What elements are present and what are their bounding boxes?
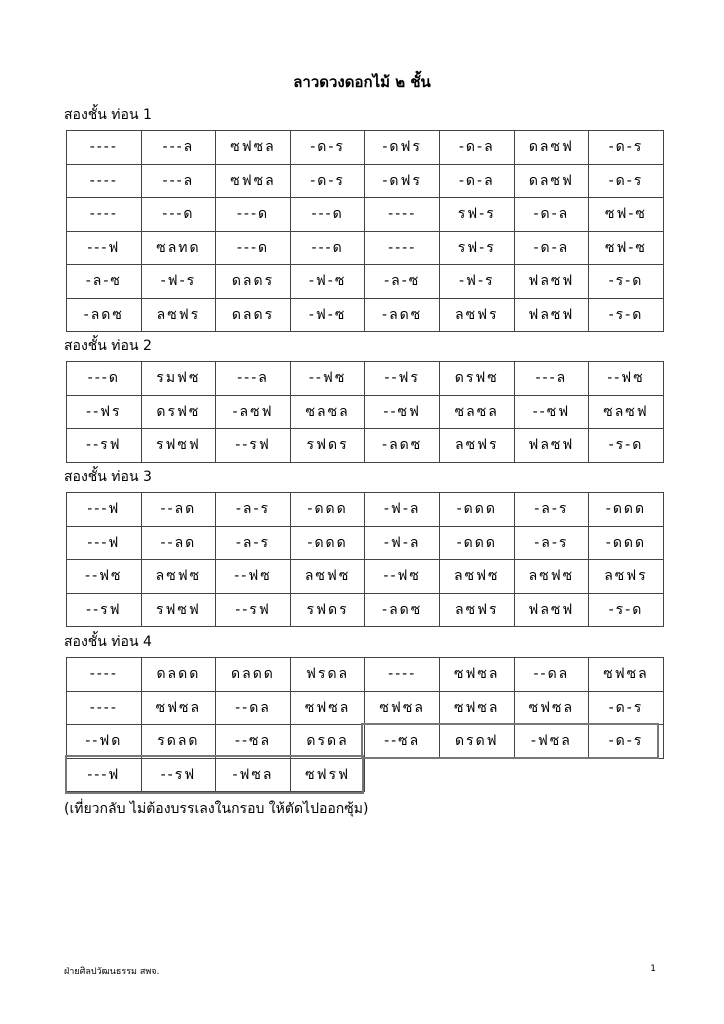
notation-cell: ---ด	[216, 231, 291, 265]
notation-cell: ----	[67, 198, 142, 232]
notation-cell: ---ล	[216, 362, 291, 396]
notation-cell: -ด-ร	[589, 725, 664, 759]
notation-row	[67, 164, 664, 198]
notation-cell: -ดฟร	[365, 164, 440, 198]
notation-cell: -ร-ด	[589, 298, 664, 332]
notation-cell: ฟลซฟ	[514, 265, 589, 299]
notation-cell: ซฟซล	[216, 131, 291, 165]
notation-cell: -ฟ-ล	[365, 526, 440, 560]
notation-row	[67, 658, 664, 692]
notation-cell: --รฟ	[67, 429, 142, 463]
notation-cell: ---ฟ	[67, 231, 142, 265]
notation-cell: ----	[365, 198, 440, 232]
notation-cell: -ลดซ	[67, 298, 142, 332]
notation-cell: รดลด	[141, 725, 216, 759]
notation-cell: ลซฟซ	[514, 560, 589, 594]
notation-cell: -ฟ-ซ	[290, 265, 365, 299]
notation-cell: -ดดด	[290, 526, 365, 560]
notation-cell: ซฟซล	[365, 691, 440, 725]
notation-cell: --ดล	[216, 691, 291, 725]
notation-cell: -ฟซล	[514, 725, 589, 759]
notation-cell: ----	[365, 658, 440, 692]
notation-cell: --ซฟ	[365, 395, 440, 429]
notation-cell: ซฟซล	[141, 691, 216, 725]
notation-row	[67, 725, 664, 759]
notation-cell: -ด-ร	[290, 131, 365, 165]
notation-cell: รฟ-ร	[439, 231, 514, 265]
section-label-4: สองชั้น ท่อน 4	[64, 634, 152, 650]
notation-table-4	[66, 657, 664, 792]
notation-cell: -ดดด	[589, 493, 664, 527]
notation-cell: ---ด	[290, 198, 365, 232]
notation-cell: ดรฟซ	[439, 362, 514, 396]
notation-cell: ลซฟร	[589, 560, 664, 594]
notation-cell: ซฟซล	[439, 691, 514, 725]
section-label-3: สองชั้น ท่อน 3	[64, 469, 152, 485]
notation-cell: --รฟ	[67, 593, 142, 627]
notation-cell: ดลดด	[216, 658, 291, 692]
notation-row	[67, 362, 664, 396]
notation-table-2	[66, 361, 664, 463]
notation-row	[67, 691, 664, 725]
notation-cell: -ลซฟ	[216, 395, 291, 429]
notation-row	[67, 395, 664, 429]
notation-cell: รฟดร	[290, 593, 365, 627]
notation-cell: -ลดซ	[365, 429, 440, 463]
notation-row	[67, 493, 664, 527]
notation-cell: --ซฟ	[514, 395, 589, 429]
notation-cell: -ร-ด	[589, 265, 664, 299]
notation-row	[67, 593, 664, 627]
notation-cell: -ล-ร	[216, 526, 291, 560]
notation-cell: ---ฟ	[67, 526, 142, 560]
notation-cell: ฟลซฟ	[514, 593, 589, 627]
notation-cell: ดลดด	[141, 658, 216, 692]
notation-cell: ----	[67, 691, 142, 725]
section-label-1: สองชั้น ท่อน 1	[64, 107, 152, 123]
notation-cell: --ซล	[216, 725, 291, 759]
notation-cell: -ดดด	[589, 526, 664, 560]
notation-cell: ดรดล	[290, 725, 365, 759]
notation-cell: -ด-ร	[290, 164, 365, 198]
notation-cell: ฟลซฟ	[514, 298, 589, 332]
notation-cell: --ฟร	[67, 395, 142, 429]
notation-cell: ดลซฟ	[514, 164, 589, 198]
repeat-instruction: (เที่ยวกลับ ไม่ต้องบรรเลงในกรอบ ให้ตัดไปออกซุ้ม)	[64, 801, 369, 817]
notation-cell: --ซล	[365, 725, 440, 759]
notation-table-3	[66, 492, 664, 627]
notation-cell: --รฟ	[141, 758, 216, 792]
notation-cell: ฟลซฟ	[514, 429, 589, 463]
notation-cell: --ฟร	[365, 362, 440, 396]
notation-cell: ดรฟซ	[141, 395, 216, 429]
notation-cell: รฟ-ร	[439, 198, 514, 232]
notation-cell: ซลทด	[141, 231, 216, 265]
notation-cell: ลซฟซ	[290, 560, 365, 594]
notation-row	[67, 298, 664, 332]
notation-cell: ซลซฟ	[589, 395, 664, 429]
notation-cell: -ฟซล	[216, 758, 291, 792]
notation-cell: -ลดซ	[365, 298, 440, 332]
notation-cell: --ฟซ	[589, 362, 664, 396]
notation-cell: --ฟซ	[216, 560, 291, 594]
notation-cell: -ฟ-ล	[365, 493, 440, 527]
notation-cell: -ฟ-ร	[439, 265, 514, 299]
page-number: 1	[650, 964, 656, 974]
notation-cell: --ลด	[141, 526, 216, 560]
notation-cell: ดลซฟ	[514, 131, 589, 165]
notation-row	[67, 526, 664, 560]
notation-cell: -ล-ซ	[365, 265, 440, 299]
notation-cell: ----	[365, 231, 440, 265]
notation-cell: รฟดร	[290, 429, 365, 463]
notation-cell: --ดล	[514, 658, 589, 692]
notation-cell: --ฟซ	[67, 560, 142, 594]
notation-cell: -ร-ด	[589, 429, 664, 463]
notation-cell: --ฟซ	[365, 560, 440, 594]
notation-cell: ลซฟร	[439, 593, 514, 627]
notation-cell: -ล-ร	[514, 493, 589, 527]
notation-cell: -ร-ด	[589, 593, 664, 627]
notation-cell: ---ล	[141, 164, 216, 198]
notation-cell: ---ล	[514, 362, 589, 396]
notation-cell: รมฟซ	[141, 362, 216, 396]
notation-cell: ลซฟร	[439, 298, 514, 332]
notation-row	[67, 265, 664, 299]
notation-cell: ลซฟซ	[439, 560, 514, 594]
notation-row	[67, 231, 664, 265]
notation-cell: ดลดร	[216, 298, 291, 332]
notation-cell: ซฟรฟ	[290, 758, 365, 792]
notation-cell: ซฟซล	[439, 658, 514, 692]
notation-row	[67, 429, 664, 463]
notation-cell: -ฟ-ร	[141, 265, 216, 299]
footer-department: ฝ่ายศิลปวัฒนธรรม สพจ.	[64, 967, 160, 977]
notation-cell: --รฟ	[216, 429, 291, 463]
notation-cell: --ฟด	[67, 725, 142, 759]
notation-cell: -ด-ล	[514, 198, 589, 232]
notation-cell: -ดฟร	[365, 131, 440, 165]
notation-cell: ซฟซล	[514, 691, 589, 725]
notation-cell: ---ด	[290, 231, 365, 265]
notation-cell: -ลดซ	[365, 593, 440, 627]
notation-cell: -ด-ร	[589, 164, 664, 198]
notation-cell: -ด-ล	[439, 131, 514, 165]
notation-cell: -ด-ร	[589, 131, 664, 165]
notation-cell: ลซฟร	[141, 298, 216, 332]
notation-cell: ---ฟ	[67, 758, 142, 792]
notation-cell: ดลดร	[216, 265, 291, 299]
notation-cell: รฟซฟ	[141, 429, 216, 463]
notation-cell: -ล-ซ	[67, 265, 142, 299]
page-title: ลาวดวงดอกไม้ ๒ ชั้น	[293, 73, 431, 91]
notation-cell: -ด-ล	[514, 231, 589, 265]
notation-row	[67, 560, 664, 594]
notation-cell: ซฟซล	[216, 164, 291, 198]
notation-row	[67, 198, 664, 232]
notation-cell: ---ด	[141, 198, 216, 232]
notation-cell: รฟซฟ	[141, 593, 216, 627]
notation-cell: ----	[67, 131, 142, 165]
notation-cell: ----	[67, 658, 142, 692]
notation-cell: -ด-ล	[439, 164, 514, 198]
notation-table-1	[66, 130, 664, 332]
notation-cell: ---ฟ	[67, 493, 142, 527]
notation-cell: ลซฟซ	[141, 560, 216, 594]
notation-cell: -ล-ร	[216, 493, 291, 527]
notation-cell: --ลด	[141, 493, 216, 527]
notation-row	[67, 758, 664, 792]
notation-cell: ซฟ-ซ	[589, 198, 664, 232]
notation-cell: ซลซล	[439, 395, 514, 429]
notation-cell: ---ล	[141, 131, 216, 165]
notation-cell: -ด-ร	[589, 691, 664, 725]
notation-cell: -ดดด	[290, 493, 365, 527]
notation-cell: ฟรดล	[290, 658, 365, 692]
notation-cell: -ล-ร	[514, 526, 589, 560]
notation-cell: ---ด	[67, 362, 142, 396]
notation-cell: --รฟ	[216, 593, 291, 627]
notation-cell: ซลซล	[290, 395, 365, 429]
notation-cell: ซฟ-ซ	[589, 231, 664, 265]
notation-cell: ซฟซล	[290, 691, 365, 725]
section-label-2: สองชั้น ท่อน 2	[64, 338, 152, 354]
notation-cell: ----	[67, 164, 142, 198]
notation-cell: -ฟ-ซ	[290, 298, 365, 332]
notation-cell: ซฟซล	[589, 658, 664, 692]
notation-cell: ---ด	[216, 198, 291, 232]
notation-cell: ลซฟร	[439, 429, 514, 463]
notation-cell: ดรดฟ	[439, 725, 514, 759]
notation-row	[67, 131, 664, 165]
notation-cell: -ดดด	[439, 493, 514, 527]
notation-cell: --ฟซ	[290, 362, 365, 396]
notation-cell: -ดดด	[439, 526, 514, 560]
